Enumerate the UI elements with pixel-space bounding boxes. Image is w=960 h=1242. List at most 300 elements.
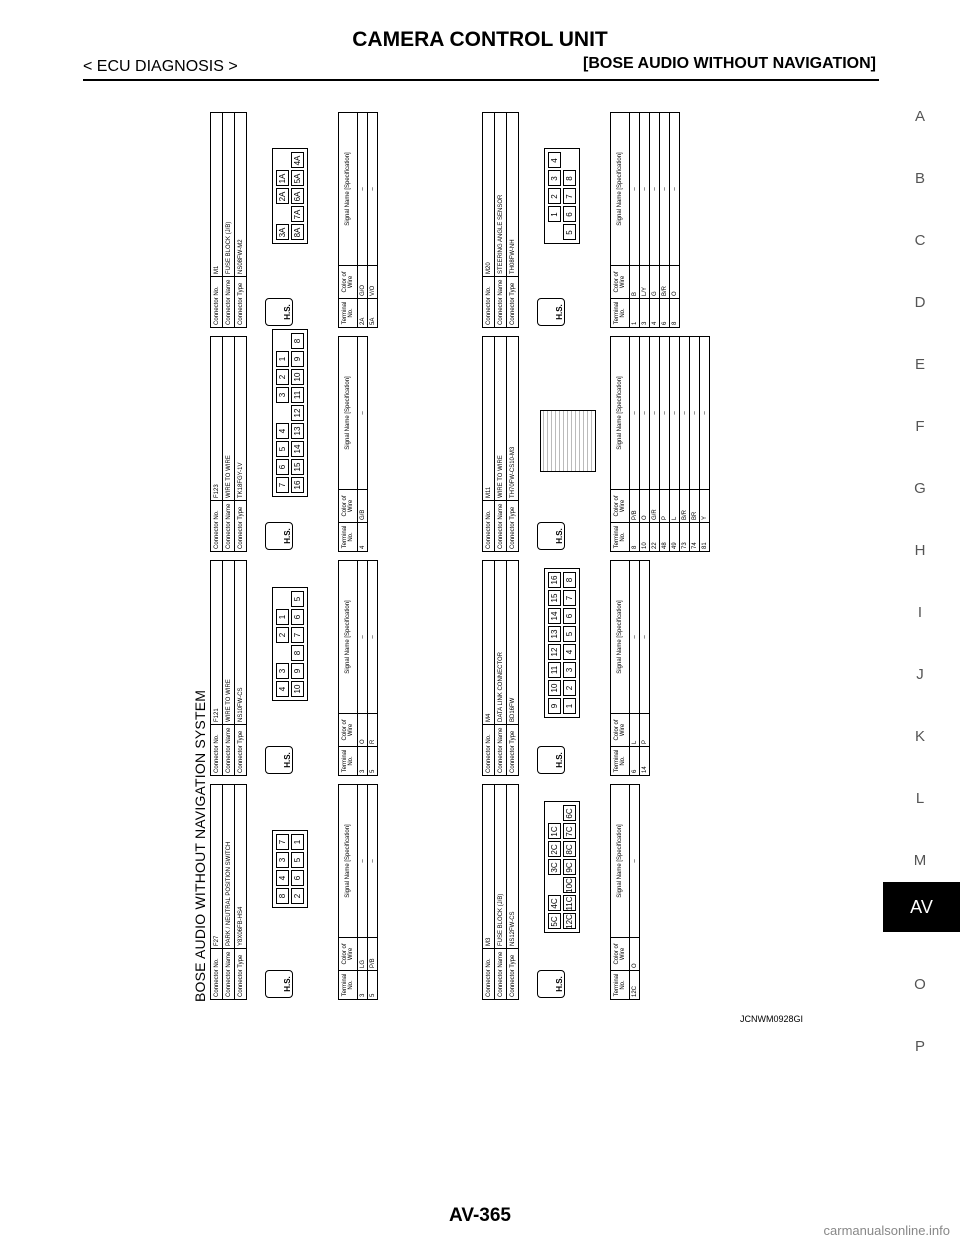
table-cell: 3 — [640, 299, 650, 328]
connector-pin: 6 — [291, 609, 304, 625]
table-row — [640, 561, 650, 776]
info-label: Connector Type — [235, 725, 247, 776]
signal-header: Signal Name [Specification] — [339, 337, 358, 490]
color-header: Color of Wire — [611, 714, 630, 747]
connector-pin: 5A — [291, 171, 304, 187]
table-cell: 8 — [670, 299, 680, 328]
connector-pin: 1C — [548, 824, 561, 840]
connector-pin: 2C — [548, 842, 561, 858]
connector-panel — [482, 784, 782, 1000]
index-letter[interactable]: G — [914, 480, 926, 497]
table-row — [660, 113, 670, 328]
info-value: F27 — [211, 785, 223, 949]
info-value: M11 — [483, 337, 495, 501]
info-label: Connector No. — [211, 725, 223, 776]
connector-pin: 6 — [563, 608, 576, 624]
table-cell: – — [630, 561, 640, 714]
table-cell: – — [358, 561, 368, 714]
connector-pin: 2 — [276, 369, 289, 385]
connector-pin: 4 — [563, 644, 576, 660]
info-value: NS08FW-M2 — [235, 113, 247, 277]
index-letter[interactable]: B — [914, 170, 925, 187]
info-label: Connector Type — [507, 277, 519, 328]
table-cell: 73 — [680, 523, 690, 552]
connector-panel — [210, 112, 510, 328]
table-cell: BR — [690, 490, 700, 523]
harness-side-icon: H.S. — [265, 522, 293, 550]
table-row — [368, 785, 378, 1000]
signal-header: Signal Name [Specification] — [339, 113, 358, 266]
info-label: Connector Type — [235, 277, 247, 328]
info-label: Connector Type — [507, 501, 519, 552]
table-cell: 8 — [630, 523, 640, 552]
connector-info — [210, 784, 247, 1000]
connector-info — [210, 336, 247, 552]
color-header: Color of Wire — [339, 490, 358, 523]
info-label: Connector Name — [223, 501, 235, 552]
connector-pin: 8 — [563, 572, 576, 588]
table-cell: 49 — [670, 523, 680, 552]
connector-pin: 5 — [563, 225, 576, 241]
connector-panel — [210, 560, 510, 776]
table-cell: 4 — [358, 523, 368, 552]
table-cell: Y — [700, 490, 710, 523]
table-cell: – — [670, 113, 680, 266]
info-value: Y8X06FB-HS4 — [235, 785, 247, 949]
connector-pin: 4 — [276, 681, 289, 697]
info-value: NS10FW-CS — [235, 561, 247, 725]
connector-pin: 4C — [548, 896, 561, 912]
connector-pin: 2 — [548, 189, 561, 205]
index-letter[interactable]: L — [915, 790, 925, 807]
harness-side-icon: H.S. — [265, 970, 293, 998]
info-label: Connector No. — [211, 277, 223, 328]
connector-pin: 10 — [291, 369, 304, 385]
info-value: F121 — [211, 561, 223, 725]
table-cell: 3 — [358, 971, 368, 1000]
table-row — [690, 337, 700, 552]
table-cell: 5 — [368, 971, 378, 1000]
table-cell: 48 — [660, 523, 670, 552]
connector-pin: 5 — [291, 591, 304, 607]
table-cell: LG — [358, 938, 368, 971]
table-cell: – — [660, 113, 670, 266]
connector-face — [544, 568, 580, 718]
connector-pin: 7 — [563, 590, 576, 606]
table-cell: – — [660, 337, 670, 490]
info-label: Connector Name — [495, 949, 507, 1000]
info-value: WIRE TO WIRE — [223, 561, 235, 725]
table-cell: 5 — [368, 747, 378, 776]
active-section-tab[interactable]: AV — [883, 882, 960, 932]
info-label: Connector Type — [235, 501, 247, 552]
info-value: M4 — [483, 561, 495, 725]
color-header: Color of Wire — [339, 714, 358, 747]
table-cell: L — [670, 490, 680, 523]
table-cell: 6 — [660, 299, 670, 328]
connector-face — [272, 329, 308, 497]
terminal-table — [610, 336, 710, 552]
connector-pin: 8 — [276, 888, 289, 904]
table-cell: – — [368, 561, 378, 714]
table-row — [650, 113, 660, 328]
table-row — [358, 337, 368, 552]
table-cell: 6 — [630, 747, 640, 776]
system-title: BOSE AUDIO WITHOUT NAVIGATION SYSTEM — [192, 689, 208, 1002]
connector-pin: 3 — [276, 387, 289, 403]
table-row — [630, 561, 640, 776]
connector-pin: 3C — [548, 860, 561, 876]
connector-pin: 5C — [548, 914, 561, 930]
connector-pin: 2 — [276, 627, 289, 643]
table-cell: O — [670, 266, 680, 299]
connector-pin: 13 — [291, 423, 304, 439]
connector-face — [544, 149, 580, 245]
connector-pin: 5 — [276, 441, 289, 457]
figure-id: JCNWM0928GI — [740, 1014, 804, 1024]
color-header: Color of Wire — [611, 490, 630, 523]
section-index — [880, 0, 960, 1242]
connector-pin: 2A — [276, 189, 289, 205]
table-cell: 22 — [650, 523, 660, 552]
table-cell: 14 — [640, 747, 650, 776]
table-cell: B/R — [660, 266, 670, 299]
table-cell: – — [680, 337, 690, 490]
connector-pin: 6 — [276, 459, 289, 475]
table-row — [670, 337, 680, 552]
connector-pin: 5 — [291, 852, 304, 868]
connector-pin: 4 — [276, 870, 289, 886]
connector-pin: 6C — [563, 806, 576, 822]
connector-pin: 7C — [563, 824, 576, 840]
table-cell: – — [358, 337, 368, 490]
table-row — [630, 785, 640, 1000]
connector-pin — [548, 225, 561, 241]
table-row — [670, 113, 680, 328]
table-cell: – — [640, 337, 650, 490]
table-row — [630, 113, 640, 328]
index-letter[interactable]: M — [913, 852, 927, 869]
table-cell: G/B — [358, 490, 368, 523]
connector-face — [272, 587, 308, 701]
terminal-table — [610, 112, 680, 328]
connector-pin: 7 — [276, 477, 289, 493]
connector-pin: 8A — [291, 225, 304, 241]
info-value: FUSE BLOCK (J/B) — [495, 785, 507, 949]
index-letter[interactable]: C — [914, 232, 926, 249]
info-value: M3 — [483, 785, 495, 949]
connector-pin — [276, 207, 289, 223]
section-subtitle: [BOSE AUDIO WITHOUT NAVIGATION] — [582, 55, 876, 72]
info-label: Connector Name — [223, 277, 235, 328]
terminal-table — [610, 784, 640, 1000]
terminal-table — [338, 112, 378, 328]
connector-panel — [482, 336, 782, 552]
connector-pin: 1 — [291, 834, 304, 850]
info-label: Connector No. — [483, 277, 495, 328]
table-cell: P — [640, 714, 650, 747]
table-cell: L — [630, 714, 640, 747]
connector-pin: 9C — [563, 860, 576, 876]
connector-pin: 2 — [291, 888, 304, 904]
info-value: NS12FW-CS — [507, 785, 519, 949]
table-cell: G/O — [358, 266, 368, 299]
table-cell: P — [660, 490, 670, 523]
connector-pin: 7 — [276, 834, 289, 850]
connector-pin: 11 — [291, 387, 304, 403]
connector-pin: 7A — [291, 207, 304, 223]
info-label: Connector No. — [211, 949, 223, 1000]
connector-pin: 7 — [291, 627, 304, 643]
color-header: Color of Wire — [611, 938, 630, 971]
index-letter[interactable]: D — [914, 294, 926, 311]
connector-pin — [276, 405, 289, 421]
page-title: CAMERA CONTROL UNIT — [352, 28, 608, 51]
table-cell: – — [640, 113, 650, 266]
connector-info — [482, 112, 519, 328]
terminal-header: Terminal No. — [339, 747, 358, 776]
connector-pin: 1 — [548, 207, 561, 223]
connector-pin: 1 — [276, 609, 289, 625]
table-cell: 74 — [690, 523, 700, 552]
info-label: Connector No. — [483, 501, 495, 552]
terminal-table — [610, 560, 650, 776]
info-value: F123 — [211, 337, 223, 501]
table-cell: – — [358, 113, 368, 266]
table-cell: P/B — [368, 938, 378, 971]
connector-pin: 12C — [565, 914, 574, 929]
connector-panel — [210, 784, 510, 1000]
color-header: Color of Wire — [339, 938, 358, 971]
table-cell: 4 — [650, 299, 660, 328]
connector-pin: 7 — [563, 189, 576, 205]
connector-pin: 3 — [548, 171, 561, 187]
info-value: WIRE TO WIRE — [223, 337, 235, 501]
table-cell: – — [368, 113, 378, 266]
connector-pin: 8 — [291, 333, 304, 349]
index-letter[interactable]: E — [914, 356, 925, 373]
info-label: Connector Name — [495, 501, 507, 552]
connector-pin: 3 — [276, 852, 289, 868]
connector-info — [482, 784, 519, 1000]
terminal-table — [338, 784, 378, 1000]
connector-pin: 6A — [291, 189, 304, 205]
connector-pin: 5 — [563, 626, 576, 642]
table-row — [368, 561, 378, 776]
harness-side-icon: H.S. — [537, 746, 565, 774]
index-letter[interactable]: A — [914, 108, 925, 125]
connector-pin: 6 — [291, 870, 304, 886]
info-label: Connector Name — [223, 725, 235, 776]
signal-header: Signal Name [Specification] — [611, 337, 630, 490]
connector-pin: 4 — [548, 153, 561, 169]
info-value: TK18FGY-1V — [235, 337, 247, 501]
harness-side-icon: H.S. — [537, 522, 565, 550]
table-row — [650, 337, 660, 552]
info-value: M20 — [483, 113, 495, 277]
table-cell: 3 — [358, 747, 368, 776]
info-label: Connector Type — [235, 949, 247, 1000]
connector-info — [210, 560, 247, 776]
table-cell: L/Y — [640, 266, 650, 299]
connector-pin: 14 — [291, 441, 304, 457]
table-cell: O — [630, 938, 640, 971]
harness-side-icon: H.S. — [537, 298, 565, 326]
connector-pin: 10C — [565, 878, 574, 893]
terminal-header: Terminal No. — [611, 523, 630, 552]
table-row — [660, 337, 670, 552]
info-label: Connector Type — [507, 949, 519, 1000]
header-rule — [83, 79, 879, 81]
connector-pin: 1 — [563, 698, 576, 714]
table-cell: G/R — [650, 490, 660, 523]
index-letter[interactable]: I — [917, 604, 923, 621]
table-cell: 81 — [700, 523, 710, 552]
connector-pin: 2 — [563, 680, 576, 696]
watermark: carmanualsonline.info — [823, 1223, 950, 1238]
connector-pin: 11C — [565, 896, 574, 911]
info-label: Connector No. — [483, 949, 495, 1000]
table-row — [680, 337, 690, 552]
connector-pin: 3 — [563, 662, 576, 678]
connector-info — [482, 336, 519, 552]
connector-pin: 15 — [548, 590, 561, 606]
connector-pin: 9 — [291, 663, 304, 679]
table-cell: R — [368, 714, 378, 747]
table-cell: – — [670, 337, 680, 490]
connector-pin: 11 — [548, 662, 561, 678]
table-cell: V/O — [368, 266, 378, 299]
page-number: AV-365 — [449, 1205, 511, 1226]
table-row — [368, 113, 378, 328]
table-cell: – — [700, 337, 710, 490]
signal-header: Signal Name [Specification] — [611, 113, 630, 266]
connector-pin: 8C — [563, 842, 576, 858]
info-label: Connector Name — [495, 277, 507, 328]
connector-panel — [210, 336, 510, 552]
signal-header: Signal Name [Specification] — [611, 785, 630, 938]
connector-panel — [482, 112, 782, 328]
index-letter[interactable]: P — [914, 1038, 925, 1055]
table-cell: – — [690, 337, 700, 490]
table-cell: – — [650, 337, 660, 490]
terminal-header: Terminal No. — [611, 299, 630, 328]
info-value: BD16FW — [507, 561, 519, 725]
connector-pin: 4A — [291, 153, 304, 169]
index-letter[interactable]: F — [915, 418, 925, 435]
connector-pin: 3 — [276, 663, 289, 679]
connector-pin: 10 — [291, 681, 304, 697]
connector-pin — [276, 645, 289, 661]
table-cell: O — [358, 714, 368, 747]
terminal-header: Terminal No. — [611, 747, 630, 776]
table-cell: – — [640, 561, 650, 714]
terminal-header: Terminal No. — [339, 299, 358, 328]
connector-pin: 10 — [548, 680, 561, 696]
connector-pin: 9 — [548, 698, 561, 714]
table-cell: – — [650, 113, 660, 266]
table-row — [630, 337, 640, 552]
connector-face — [272, 830, 308, 908]
table-cell: – — [358, 785, 368, 938]
connector-info — [210, 112, 247, 328]
table-cell: G — [650, 266, 660, 299]
connector-pin: 16 — [548, 572, 561, 588]
info-value: TH70FW-CS10-M3 — [507, 337, 519, 501]
connector-pin: 14 — [548, 608, 561, 624]
signal-header: Signal Name [Specification] — [339, 785, 358, 938]
terminal-header: Terminal No. — [339, 523, 358, 552]
connector-pin: 15 — [291, 459, 304, 475]
terminal-header: Terminal No. — [611, 971, 630, 1000]
connector-pin: 16 — [291, 477, 304, 493]
info-value: WIRE TO WIRE — [495, 337, 507, 501]
info-label: Connector No. — [483, 725, 495, 776]
table-row — [640, 337, 650, 552]
section-breadcrumb: < ECU DIAGNOSIS > — [83, 58, 238, 75]
connector-diagram — [190, 96, 834, 1008]
signal-header: Signal Name [Specification] — [611, 561, 630, 714]
table-cell: – — [630, 785, 640, 938]
harness-side-icon: H.S. — [537, 970, 565, 998]
table-cell: P/B — [630, 490, 640, 523]
table-cell: 10 — [640, 523, 650, 552]
table-cell: – — [368, 785, 378, 938]
connector-pin: 3A — [276, 225, 289, 241]
connector-pin: 1 — [276, 351, 289, 367]
table-row — [640, 113, 650, 328]
info-value: TH08FW-NH — [507, 113, 519, 277]
info-value: DATA LINK CONNECTOR — [495, 561, 507, 725]
info-label: Connector Type — [507, 725, 519, 776]
info-value: STEERING ANGLE SENSOR — [495, 113, 507, 277]
index-letter[interactable]: K — [914, 728, 925, 745]
harness-side-icon: H.S. — [265, 298, 293, 326]
table-cell: 1 — [630, 299, 640, 328]
connector-pin: 12 — [291, 405, 304, 421]
terminal-table — [338, 336, 368, 552]
info-label: Connector Name — [223, 949, 235, 1000]
terminal-header: Terminal No. — [339, 971, 358, 1000]
connector-face — [540, 410, 596, 472]
table-cell: B — [630, 266, 640, 299]
connector-pin: 12 — [548, 644, 561, 660]
connector-face — [272, 149, 308, 245]
info-label: Connector Name — [495, 725, 507, 776]
connector-pin — [548, 878, 561, 894]
connector-info — [482, 560, 519, 776]
connector-pin: 8 — [291, 645, 304, 661]
index-letter[interactable]: J — [916, 666, 924, 683]
connector-pin: 8 — [563, 171, 576, 187]
color-header: Color of Wire — [339, 266, 358, 299]
table-cell: 5A — [368, 299, 378, 328]
table-cell: – — [630, 337, 640, 490]
info-value: M1 — [211, 113, 223, 277]
table-row — [358, 561, 368, 776]
index-letter[interactable]: O — [914, 976, 926, 993]
connector-pin: 13 — [548, 626, 561, 642]
table-row — [358, 113, 368, 328]
info-value: FUSE BLOCK (J/B) — [223, 113, 235, 277]
info-label: Connector No. — [211, 501, 223, 552]
table-cell: O — [640, 490, 650, 523]
terminal-table — [338, 560, 378, 776]
index-letter[interactable]: H — [914, 542, 926, 559]
signal-header: Signal Name [Specification] — [339, 561, 358, 714]
connector-pin: 9 — [291, 351, 304, 367]
connector-face — [544, 802, 580, 934]
